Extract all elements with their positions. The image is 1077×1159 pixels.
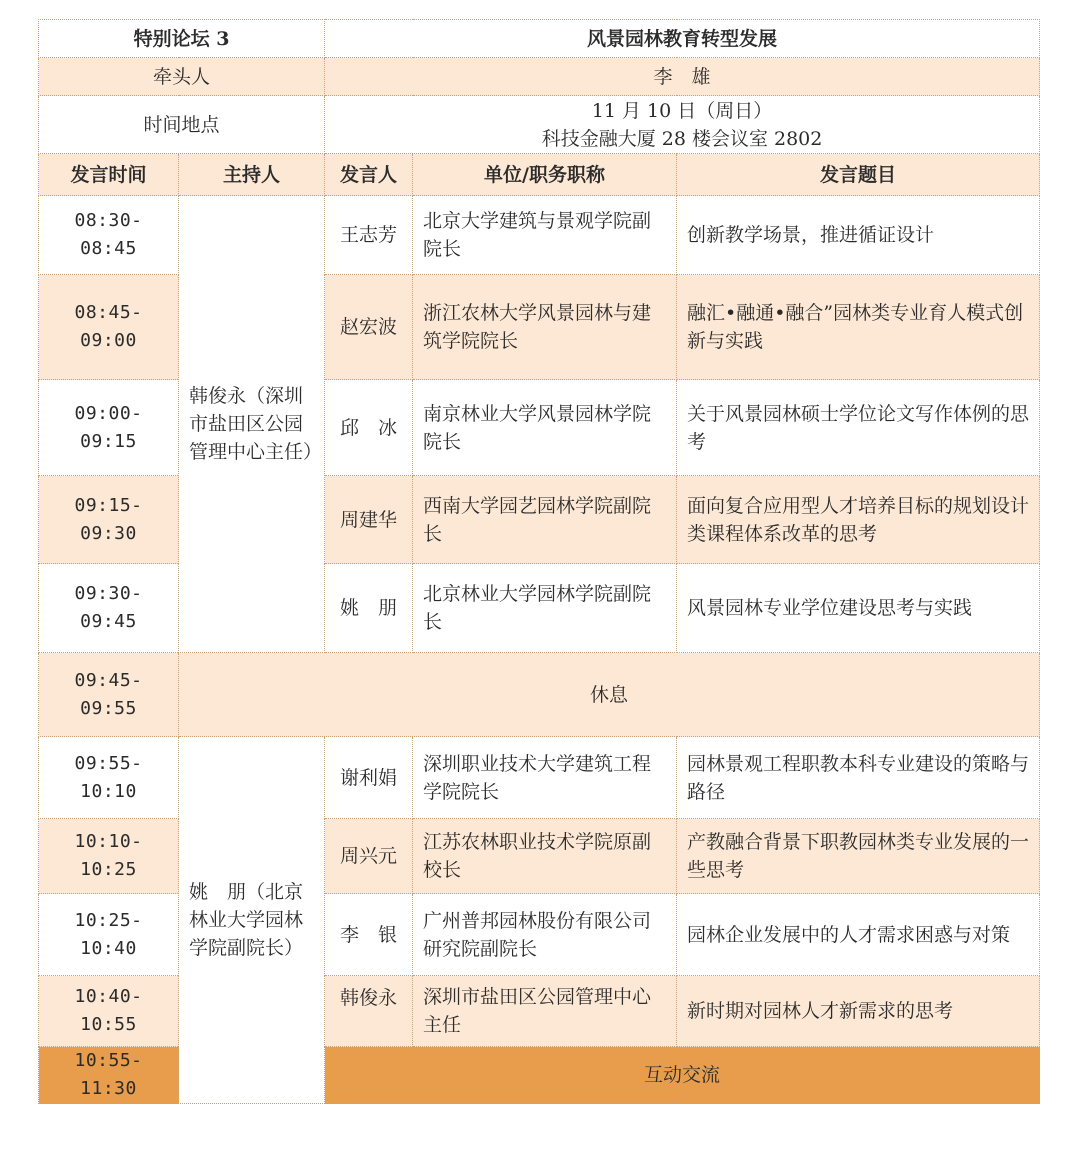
- col-header-unit: 单位/职务职称: [413, 154, 677, 196]
- date-text: 11 月 10 日（周日）: [591, 99, 773, 122]
- col-header-topic: 发言题目: [677, 154, 1040, 196]
- topic-cell: 新时期对园林人才新需求的思考: [677, 976, 1040, 1047]
- unit-cell: 广州普邦园林股份有限公司研究院副院长: [413, 894, 677, 976]
- break-label: 休息: [179, 653, 1040, 737]
- time-cell: 08:30-08:45: [39, 196, 179, 275]
- time-cell: 10:55-11:30: [39, 1047, 179, 1104]
- col-header-host: 主持人: [179, 154, 325, 196]
- speaker-cell: 姚 朋: [325, 564, 413, 653]
- time-cell: 09:55-10:10: [39, 737, 179, 819]
- break-row: [39, 653, 1040, 737]
- topic-cell: 产教融合背景下职教园林类专业发展的一些思考: [677, 819, 1040, 894]
- col-header-speaker: 发言人: [325, 154, 413, 196]
- speaker-cell: 谢利娟: [325, 737, 413, 819]
- topic-cell: 融汇•融通•融合”园林类专业育人模式创新与实践: [677, 275, 1040, 380]
- topic-cell: 创新教学场景，推进循证设计: [677, 196, 1040, 275]
- forum-title: 风景园林教育转型发展: [325, 20, 1040, 58]
- topic-cell: 风景园林专业学位建设思考与实践: [677, 564, 1040, 653]
- topic-cell: 园林企业发展中的人才需求困惑与对策: [677, 894, 1040, 976]
- unit-cell: 深圳市盐田区公园管理中心主任: [413, 976, 677, 1047]
- unit-cell: 浙江农林大学风景园林与建筑学院院长: [413, 275, 677, 380]
- agenda-table: [38, 19, 1040, 1104]
- speaker-cell: 王志芳: [325, 196, 413, 275]
- unit-cell: 南京林业大学风景园林学院院长: [413, 380, 677, 476]
- unit-cell: 北京林业大学园林学院副院长: [413, 564, 677, 653]
- interaction-label: 互动交流: [325, 1047, 1040, 1104]
- forum-label: 特别论坛 3: [39, 20, 325, 58]
- time-cell: 10:40-10:55: [39, 976, 179, 1047]
- unit-cell: 深圳职业技术大学建筑工程学院院长: [413, 737, 677, 819]
- time-cell: 09:45-09:55: [39, 653, 179, 737]
- time-cell: 09:30-09:45: [39, 564, 179, 653]
- time-cell: 09:15-09:30: [39, 476, 179, 564]
- leader-label: 牵头人: [39, 58, 325, 96]
- topic-cell: 园林景观工程职教本科专业建设的策略与路径: [677, 737, 1040, 819]
- topic-cell: 面向复合应用型人才培养目标的规划设计类课程体系改革的思考: [677, 476, 1040, 564]
- unit-cell: 西南大学园艺园林学院副院长: [413, 476, 677, 564]
- speaker-cell: 李 银: [325, 894, 413, 976]
- timeplace-value: [325, 96, 1040, 154]
- time-cell: 10:25-10:40: [39, 894, 179, 976]
- unit-cell: 江苏农林职业技术学院原副校长: [413, 819, 677, 894]
- time-cell: 09:00-09:15: [39, 380, 179, 476]
- col-header-time: 发言时间: [39, 154, 179, 196]
- table-row: [39, 196, 1040, 275]
- speaker-cell: 韩俊永: [325, 976, 413, 1047]
- speaker-cell: 赵宏波: [325, 275, 413, 380]
- venue-text: 科技金融大厦 28 楼会议室 2802: [541, 127, 823, 150]
- host-cell: 姚 朋（北京林业大学园林学院副院长）: [179, 737, 325, 1104]
- topic-cell: 关于风景园林硕士学位论文写作体例的思考: [677, 380, 1040, 476]
- speaker-cell: 周建华: [325, 476, 413, 564]
- speaker-cell: 周兴元: [325, 819, 413, 894]
- time-cell: 10:10-10:25: [39, 819, 179, 894]
- unit-cell: 北京大学建筑与景观学院副院长: [413, 196, 677, 275]
- timeplace-label: 时间地点: [39, 96, 325, 154]
- table-row: [39, 737, 1040, 819]
- speaker-cell: 邱 冰: [325, 380, 413, 476]
- leader-name: 李 雄: [325, 58, 1040, 96]
- host-cell: 韩俊永（深圳市盐田区公园管理中心主任）: [179, 196, 325, 653]
- time-cell: 08:45-09:00: [39, 275, 179, 380]
